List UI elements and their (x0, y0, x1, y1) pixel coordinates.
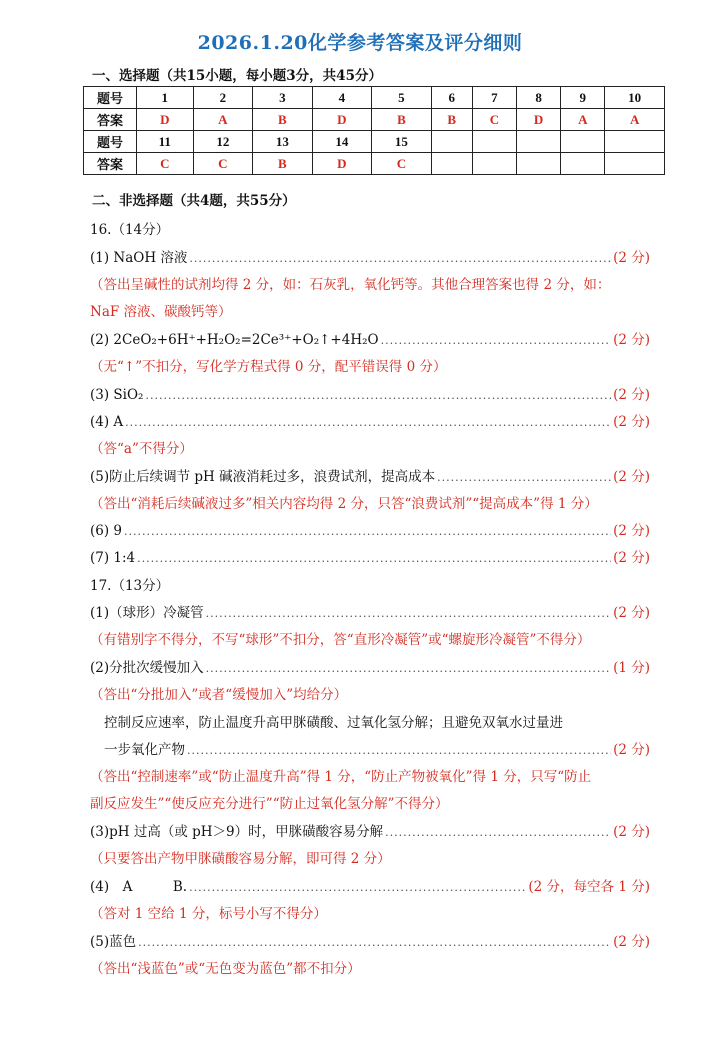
table-cell: B (431, 109, 472, 131)
table-cell (472, 131, 516, 153)
score: (2 分) (613, 523, 650, 539)
table-cell: 1 (137, 87, 194, 109)
question-17-heading: 17.（13分） (90, 578, 170, 594)
answer-text: 控制反应速率，防止温度升高甲脒磺酸、过氧化氢分解；且避免双氧水过量进 (104, 715, 563, 731)
table-cell: 题号 (84, 131, 137, 153)
table-cell (472, 153, 516, 175)
leader-dots (137, 552, 611, 565)
table-cell: A (561, 109, 605, 131)
grading-note: （答出“控制速率”或“防止温度升高”得 1 分，“防止产物被氧化”得 1 分，只写“防止 (90, 769, 592, 785)
leader-dots (381, 334, 611, 347)
leader-dots (145, 389, 611, 402)
table-cell: 15 (372, 131, 432, 153)
table-cell: 8 (516, 87, 560, 109)
score: (2 分) (613, 387, 650, 403)
table-cell: D (516, 109, 560, 131)
table-row (84, 131, 665, 153)
page-title: 2026.1.20化学参考答案及评分细则 (197, 32, 523, 54)
leader-dots (206, 662, 611, 675)
grading-note: （答出呈碱性的试剂均得 2 分，如：石灰乳，氧化钙等。其他合理答案也得 2 分，如： (90, 277, 611, 293)
leader-dots (124, 525, 611, 538)
table-cell: 2 (193, 87, 253, 109)
score: (2 分) (613, 414, 650, 430)
leader-dots (437, 471, 611, 484)
table-cell: C (193, 153, 253, 175)
table-cell (561, 153, 605, 175)
table-cell: A (193, 109, 253, 131)
table-cell (561, 131, 605, 153)
answer-text: (4) A (90, 414, 124, 430)
answer-line (90, 656, 650, 676)
table-cell: D (312, 153, 372, 175)
score: (2 分) (613, 824, 650, 840)
table-cell: 7 (472, 87, 516, 109)
table-cell: 9 (561, 87, 605, 109)
table-cell: 14 (312, 131, 372, 153)
table-cell (431, 153, 472, 175)
answer-text: (3)pH 过高（或 pH＞9）时，甲脒磺酸容易分解 (90, 824, 384, 840)
grading-note: NaF 溶液、碳酸钙等） (90, 304, 232, 320)
score: (1 分) (613, 660, 650, 676)
section-heading-nonchoice: 二、非选择题（共4题，共55分） (92, 193, 296, 209)
answer-text: (5)防止后续调节 pH 碱液消耗过多，浪费试剂，提高成本 (90, 469, 436, 485)
table-cell (605, 131, 665, 153)
table-cell: A (605, 109, 665, 131)
answer-text: 一步氧化产物 (104, 742, 185, 758)
answer-text: (1) NaOH 溶液 (90, 250, 188, 266)
table-cell: 答案 (84, 109, 137, 131)
table-cell (431, 131, 472, 153)
table-cell: C (137, 153, 194, 175)
table-cell (605, 153, 665, 175)
grading-note: 副反应发生”“使反应充分进行”“防止过氧化氢分解”不得分） (90, 796, 449, 812)
answer-text: (3) SiO₂ (90, 387, 144, 403)
answer-line (90, 246, 650, 266)
table-cell: C (472, 109, 516, 131)
score: (2 分) (613, 250, 650, 266)
leader-dots (125, 416, 611, 429)
grading-note: （答对 1 空给 1 分，标号小写不得分） (90, 906, 327, 922)
table-cell: B (372, 109, 432, 131)
table-cell: D (137, 109, 194, 131)
score: (2 分) (613, 742, 650, 758)
grading-note: （答出“浅蓝色”或“无色变为蓝色”都不扣分） (90, 961, 361, 977)
answer-line (90, 546, 650, 566)
leader-dots (385, 826, 611, 839)
table-cell (516, 131, 560, 153)
answer-line (90, 601, 650, 621)
table-row (84, 87, 665, 109)
leader-dots (187, 744, 611, 757)
table-row (84, 153, 665, 175)
table-cell (516, 153, 560, 175)
answer-text: (1)（球形）冷凝管 (90, 605, 204, 621)
table-cell: B (253, 109, 313, 131)
answer-text: (6) 9 (90, 523, 123, 539)
table-cell: 题号 (84, 87, 137, 109)
table-cell: 11 (137, 131, 194, 153)
answer-line (90, 383, 650, 403)
score: (2 分) (613, 605, 650, 621)
grading-note: （有错别字不得分，不写“球形”不扣分，答“直形冷凝管”或“螺旋形冷凝管”不得分） (90, 632, 591, 648)
answer-text: (7) 1:4 (90, 550, 136, 566)
score: (2 分) (613, 332, 650, 348)
grading-note: （只要答出产物甲脒磺酸容易分解，即可得 2 分） (90, 851, 391, 867)
answer-line (90, 519, 650, 539)
table-cell: 4 (312, 87, 372, 109)
question-16-heading: 16.（14分） (90, 222, 170, 238)
answer-line (90, 875, 650, 895)
table-cell: C (372, 153, 432, 175)
score: (2 分，每空各 1 分) (528, 879, 650, 895)
table-row (84, 109, 665, 131)
table-cell: 13 (253, 131, 313, 153)
table-cell: 12 (193, 131, 253, 153)
answer-line (90, 820, 650, 840)
table-cell: 3 (253, 87, 313, 109)
table-cell: D (312, 109, 372, 131)
score: (2 分) (613, 550, 650, 566)
leader-dots (189, 881, 526, 894)
leader-dots (138, 936, 611, 949)
grading-note: （答出“消耗后续碱液过多”相关内容均得 2 分，只答“浪费试剂”“提高成本”得 1 分） (90, 496, 598, 512)
answer-text: (2)分批次缓慢加入 (90, 660, 204, 676)
leader-dots (189, 252, 611, 265)
score: (2 分) (613, 469, 650, 485)
answer-text: (4) A B. (90, 879, 188, 895)
answer-text: (5)蓝色 (90, 934, 137, 950)
answer-line (90, 465, 650, 485)
table-cell: 6 (431, 87, 472, 109)
answer-table (83, 86, 665, 175)
table-cell: 10 (605, 87, 665, 109)
table-cell: 答案 (84, 153, 137, 175)
answer-line (104, 738, 650, 758)
answer-text: (2) 2CeO₂+6H⁺+H₂O₂=2Ce³⁺+O₂↑+4H₂O (90, 332, 379, 348)
table-cell: 5 (372, 87, 432, 109)
score: (2 分) (613, 934, 650, 950)
answer-line (90, 930, 650, 950)
grading-note: （无“↑”不扣分，写化学方程式得 0 分，配平错误得 0 分） (90, 359, 447, 375)
section-heading-choice: 一、选择题（共15小题，每小题3分，共45分） (92, 68, 382, 84)
grading-note: （答出“分批加入”或者“缓慢加入”均给分） (90, 687, 348, 703)
leader-dots (206, 607, 611, 620)
grading-note: （答“a”不得分） (90, 441, 193, 457)
answer-line (90, 410, 650, 430)
table-cell: B (253, 153, 313, 175)
answer-line (90, 328, 650, 348)
